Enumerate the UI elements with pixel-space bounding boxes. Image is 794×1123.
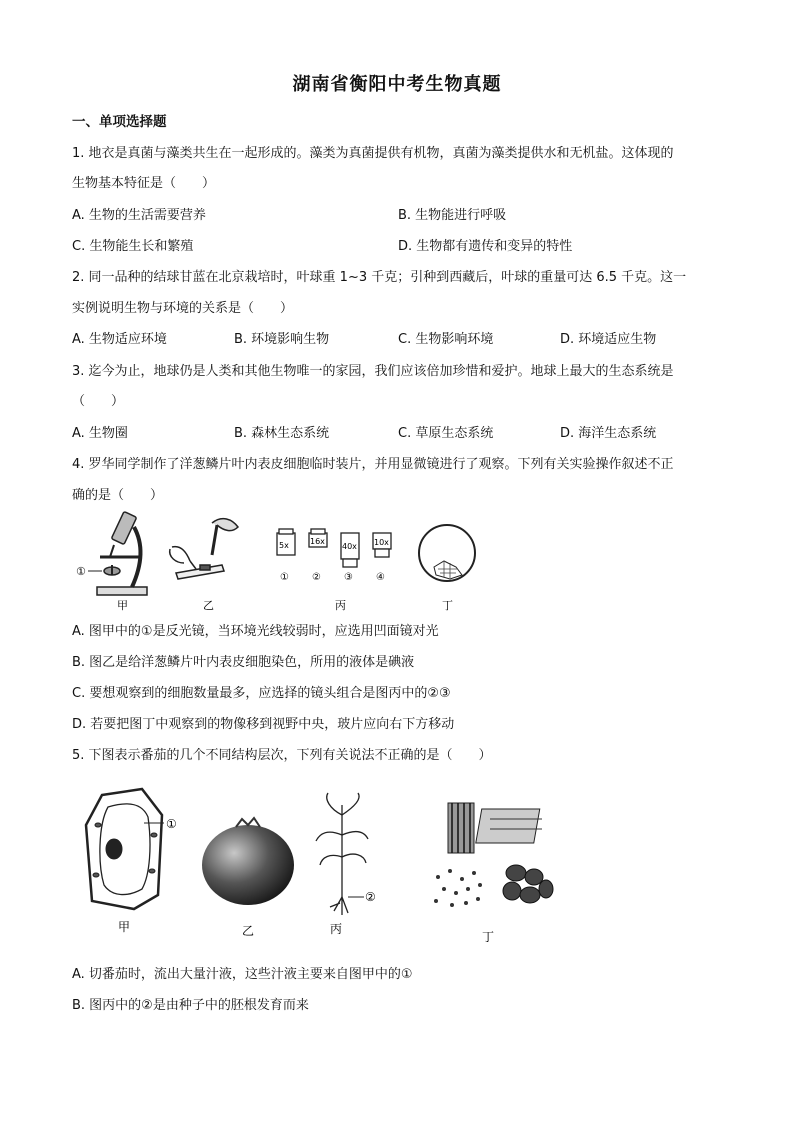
q4-figure: [72, 505, 492, 615]
q4-stem-line1: 4. 罗华同学制作了洋葱鳞片叶内表皮细胞临时装片，并用显微镜进行了观察。下列有关实验操作叙述不正: [72, 457, 674, 472]
q1-option-a[interactable]: A. 生物的生活需要营养: [72, 208, 206, 223]
tomato-fruit-illustration: [202, 818, 294, 905]
page-title: 湖南省衡阳中考生物真题: [292, 74, 502, 95]
q2-option-b[interactable]: B. 环境影响生物: [234, 332, 330, 347]
staining-illustration: [170, 519, 238, 579]
lens-number-1: ①: [280, 572, 289, 583]
tissue-types-illustration: [434, 803, 553, 907]
q4-caption-bing: 丙: [335, 599, 346, 612]
q1-option-b[interactable]: B. 生物能进行呼吸: [398, 208, 507, 223]
q1-option-d[interactable]: D. 生物都有遗传和变异的特性: [398, 239, 573, 254]
lens-label-4: 10x: [374, 538, 389, 547]
q5-caption-bing: 丙: [330, 922, 343, 936]
q2-stem-line1: 2. 同一品种的结球甘蓝在北京栽培时，叶球重 1~3 千克；引种到西藏后，叶球的重量可达 6.5 千克。这一: [72, 270, 687, 285]
plant-cell-illustration: [86, 789, 164, 909]
q2-option-a[interactable]: A. 生物适应环境: [72, 332, 167, 347]
section-heading: 一、单项选择题: [72, 114, 167, 130]
q5-caption-yi: 乙: [242, 924, 255, 938]
lens-label-3: 40x: [342, 542, 357, 551]
q5-caption-ding: 丁: [482, 930, 495, 944]
q5-option-b[interactable]: B. 图丙中的②是由种子中的胚根发育而来: [72, 998, 309, 1013]
q3-option-a[interactable]: A. 生物圈: [72, 426, 128, 441]
lens-label-2: 16x: [310, 537, 325, 546]
q4-caption-ding: 丁: [442, 599, 453, 612]
q4-option-d[interactable]: D. 若要把图丁中观察到的物像移到视野中央，玻片应向右下方移动: [72, 717, 455, 732]
q1-stem-line1: 1. 地衣是真菌与藻类共生在一起形成的。藻类为真菌提供有机物，真菌为藻类提供水和无机盐。这体现的: [72, 146, 674, 161]
objective-lens-set: [277, 529, 391, 567]
tomato-plant-illustration: [316, 793, 368, 915]
q3-stem-line2: （ ）: [72, 394, 125, 409]
lens-number-3: ③: [344, 572, 353, 583]
microscope-illustration: [97, 511, 147, 595]
q4-caption-jia: 甲: [117, 599, 128, 612]
q2-option-c[interactable]: C. 生物影响环境: [398, 332, 494, 347]
q5-mark-1: ①: [166, 817, 177, 831]
q1-option-c[interactable]: C. 生物能生长和繁殖: [72, 239, 194, 254]
q4-option-a[interactable]: A. 图甲中的①是反光镜，当环境光线较弱时，应选用凹面镜对光: [72, 624, 439, 639]
q3-option-b[interactable]: B. 森林生态系统: [234, 426, 330, 441]
q5-stem-line1: 5. 下图表示番茄的几个不同结构层次，下列有关说法不正确的是（ ）: [72, 748, 492, 763]
q2-option-d[interactable]: D. 环境适应生物: [560, 332, 657, 347]
q5-option-a[interactable]: A. 切番茄时，流出大量汁液，这些汁液主要来自图甲中的①: [72, 967, 413, 982]
lens-number-4: ④: [376, 572, 385, 583]
q4-caption-yi: 乙: [203, 599, 214, 612]
q4-option-c[interactable]: C. 要想观察到的细胞数量最多，应选择的镜头组合是图丙中的②③: [72, 686, 451, 701]
lens-number-2: ②: [312, 572, 321, 583]
q3-option-d[interactable]: D. 海洋生态系统: [560, 426, 657, 441]
microscope-view-field: [419, 525, 475, 581]
mirror-number-mark: ①: [76, 565, 86, 578]
q4-option-b[interactable]: B. 图乙是给洋葱鳞片叶内表皮细胞染色，所用的液体是碘液: [72, 655, 415, 670]
q4-stem-line2: 确的是（ ）: [72, 488, 164, 503]
q5-figure: [72, 785, 572, 945]
q5-caption-jia: 甲: [118, 920, 131, 934]
q3-stem-line1: 3. 迄今为止，地球仍是人类和其他生物唯一的家园，我们应该倍加珍惜和爱护。地球上最大的生态系统是: [72, 364, 674, 379]
lens-label-1: 5x: [279, 541, 289, 550]
q3-option-c[interactable]: C. 草原生态系统: [398, 426, 494, 441]
q2-stem-line2: 实例说明生物与环境的关系是（ ）: [72, 301, 294, 316]
q1-stem-line2: 生物基本特征是（ ）: [72, 176, 216, 191]
q5-mark-2: ②: [365, 890, 376, 904]
